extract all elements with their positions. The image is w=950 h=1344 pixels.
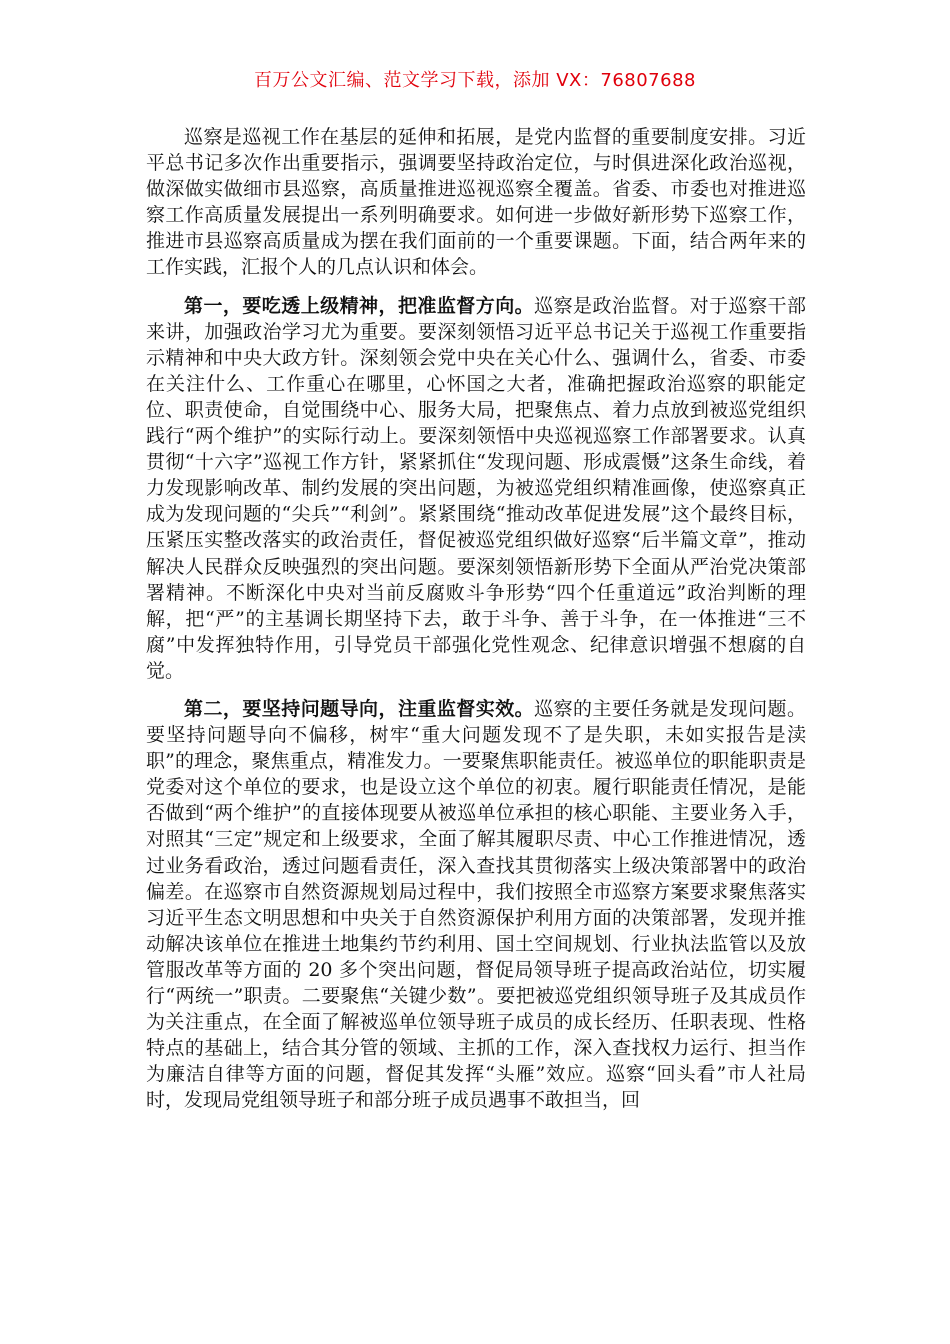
- paragraph-lead: 第二，要坚持问题导向，注重监督实效。: [184, 697, 535, 720]
- paragraph-text: 巡察的主要任务就是发现问题。要坚持问题导向不偏移，树牢“重大问题发现不了是失职，未如实报告是渎职”的理念，聚焦重点，精准发力。一要聚焦职能责任。被巡单位的职能职责是党委对这个单位的要求，也是设立这个单位的初衷。履行职能责任情况，是能否做到“两个维护”的直接体现要从被巡单位承担的核心职能、主要业务入手，对照其“三定”规定和上级要求，全面了解其履职尽责、中心工作推进情况，透过业务看政治，透过问题看责任，深入查找其贯彻落实上级决策部署中的政治偏差。在巡察市自然资源规划局过程中，我们按照全市巡察方案要求聚焦落实习近平生态文明思想和中央关于自然资源保护利用方面的决策部署，发现并推动解决该单位在推进土地集约节约利用、国土空间规划、行业执法监管以及放管服改革等方面的 20 多个突出问题，督促局领导班子提高政治站位，切实履行“两统一”职责。二要聚焦“关键少数”。要把被巡党组织领导班子及其成员作为关注重点，在全面了解被巡单位领导班子成员的成长经历、任职表现、性格特点的基础上，结合其分管的领域、主抓的工作，深入查找权力运行、担当作为廉洁自律等方面的问题，督促其发挥“头雁”效应。巡察“回头看”市人社局时，发现局党组领导班子和部分班子成员遇事不敢担当，回: [146, 697, 806, 1112]
- paragraph-second-point: [146, 696, 806, 1114]
- paragraph-first-point: [146, 293, 806, 684]
- document-body: [146, 124, 806, 1113]
- watermark-header: 百万公文汇编、范文学习下载，添加 VX：76807688: [254, 70, 696, 91]
- paragraph-text: 巡察是巡视工作在基层的延伸和拓展，是党内监督的重要制度安排。习近平总书记多次作出重要指示，强调要坚持政治定位，与时俱进深化政治巡视，做深做实做细市县巡察，高质量推进巡视巡察全覆盖。省委、市委也对推进巡察工作高质量发展提出一系列明确要求。如何进一步做好新形势下巡察工作，推进市县巡察高质量成为摆在我们面前的一个重要课题。下面，结合两年来的工作实践，汇报个人的几点认识和体会。: [146, 126, 806, 279]
- paragraph-intro: [146, 124, 806, 281]
- paragraph-lead: 第一，要吃透上级精神，把准监督方向。: [184, 294, 535, 317]
- paragraph-text: 巡察是政治监督。对于巡察干部来讲，加强政治学习尤为重要。要深刻领悟习近平总书记关于巡视工作重要指示精神和中央大政方针。深刻领会党中央在关心什么、强调什么，省委、市委在关注什么、工作重心在哪里，心怀国之大者，准确把握政治巡察的职能定位、职责使命，自觉围绕中心、服务大局，把聚焦点、着力点放到被巡党组织践行“两个维护”的实际行动上。要深刻领悟中央巡视巡察工作部署要求。认真贯彻“十六字”巡视工作方针，紧紧抓住“发现问题、形成震慑”这条生命线，着力发现影响改革、制约发展的突出问题，为被巡党组织精准画像，使巡察真正成为发现问题的“尖兵”“利剑”。紧紧围绕“推动改革促进发展”这个最终目标，压紧压实整改落实的政治责任，督促被巡党组织做好巡察“后半篇文章”，推动解决人民群众反映强烈的突出问题。要深刻领悟新形势下全面从严治党决策部署精神。不断深化中央对当前反腐败斗争形势“四个任重道远”政治判断的理解，把“严”的主基调长期坚持下去，敢于斗争、善于斗争，在一体推进“三不腐”中发挥独特作用，引导党员干部强化党性观念、纪律意识增强不想腐的自觉。: [146, 294, 806, 682]
